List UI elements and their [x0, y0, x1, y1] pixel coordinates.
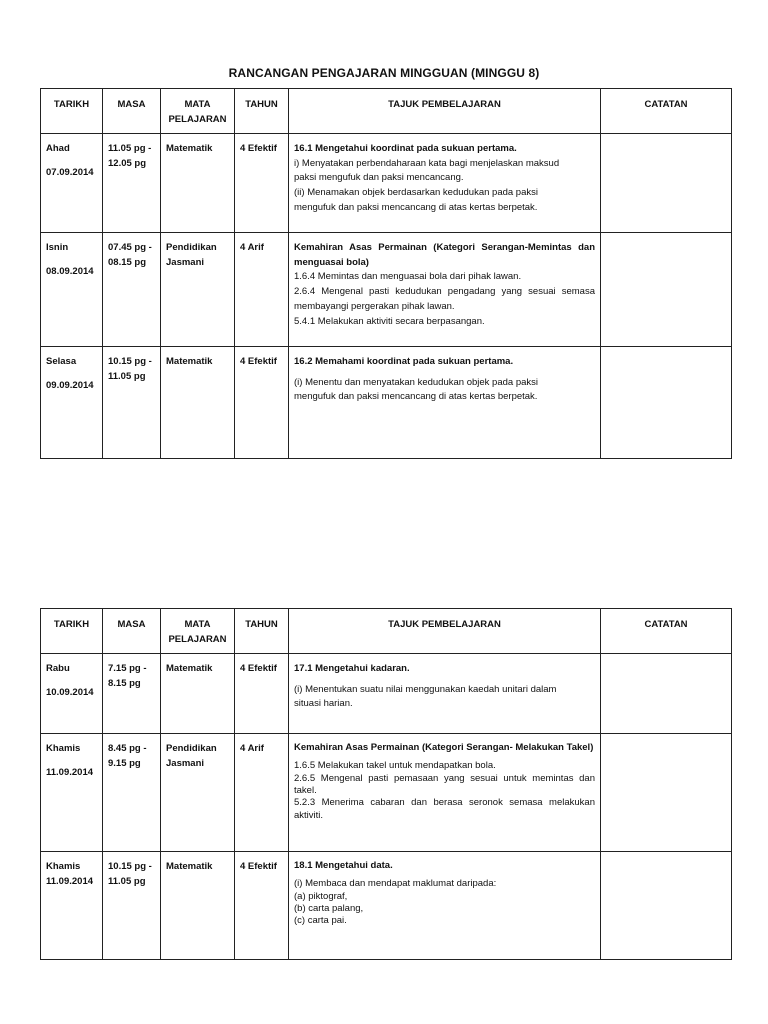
cell-tarikh	[41, 347, 103, 459]
date-label: 10.09.2014	[46, 686, 94, 698]
header-catatan: CATATAN	[601, 609, 732, 654]
lesson-plan-table-1	[40, 88, 732, 459]
topic-line: i) Menyatakan perbendaharaan kata bagi menjelaskan maksud	[294, 157, 560, 169]
cell-tajuk	[289, 852, 601, 960]
cell-subject: Matematik	[161, 852, 235, 960]
header-tajuk: TAJUK PEMBELAJARAN	[289, 609, 601, 654]
cell-tajuk	[289, 734, 601, 852]
page-title: RANCANGAN PENGAJARAN MINGGUAN (MINGGU 8)	[228, 66, 540, 80]
table-row	[41, 654, 732, 734]
header-mata-line1: MATA	[184, 619, 211, 630]
day-label: Rabu	[46, 663, 70, 674]
header-tarikh: TARIKH	[41, 609, 103, 654]
cell-subject: Matematik	[161, 654, 235, 734]
topic-line: (ii) Menamakan objek berdasarkan kedudukan pada paksi	[294, 187, 538, 199]
topic-line: (a) piktograf,	[294, 890, 348, 902]
topic-heading: 17.1 Mengetahui kadaran.	[294, 663, 410, 674]
cell-catatan	[601, 852, 732, 960]
cell-catatan	[601, 734, 732, 852]
topic-heading: 16.2 Memahami koordinat pada sukuan pertama.	[294, 356, 514, 367]
subject-line2: Jasmani	[166, 256, 205, 268]
topic-line: (b) carta palang,	[294, 903, 364, 915]
cell-masa	[103, 233, 161, 347]
header-tarikh: TARIKH	[41, 89, 103, 134]
date-label: 11.09.2014	[46, 766, 94, 778]
cell-masa	[103, 734, 161, 852]
time-start: 8.45 pg -	[108, 743, 147, 754]
header-catatan: CATATAN	[601, 89, 732, 134]
topic-line: 1.6.5 Melakukan takel untuk mendapatkan bola.	[294, 760, 496, 772]
topic-line: 2.6.5 Mengenal pasti pemasaan yang sesuai untuk memintas dan takel.	[294, 772, 595, 797]
header-tahun: TAHUN	[235, 89, 289, 134]
topic-line: 1.6.4 Memintas dan menguasai bola dari pihak lawan.	[294, 271, 522, 283]
time-end: 9.15 pg	[108, 757, 141, 769]
cell-tarikh	[41, 734, 103, 852]
time-end: 08.15 pg	[108, 256, 147, 268]
cell-tarikh	[41, 852, 103, 960]
topic-line: situasi harian.	[294, 698, 353, 710]
day-label: Ahad	[46, 143, 70, 154]
table-row	[41, 134, 732, 233]
topic-line: (i) Menentu dan menyatakan kedudukan objek pada paksi	[294, 376, 538, 388]
cell-tajuk	[289, 654, 601, 734]
time-end: 8.15 pg	[108, 677, 141, 689]
cell-tahun: 4 Efektif	[235, 134, 289, 233]
header-mata-line2: PELAJARAN	[168, 633, 227, 645]
topic-line: paksi mengufuk dan paksi mencancang.	[294, 172, 464, 184]
cell-catatan	[601, 233, 732, 347]
time-end: 11.05 pg	[108, 370, 146, 382]
header-mata-line1: MATA	[184, 99, 211, 110]
time-start: 11.05 pg -	[108, 143, 152, 154]
subject-line1: Pendidikan	[166, 743, 217, 754]
cell-tahun: 4 Efektif	[235, 347, 289, 459]
cell-masa	[103, 134, 161, 233]
cell-tahun: 4 Arif	[235, 233, 289, 347]
topic-heading: Kemahiran Asas Permainan (Kategori Serangan-Memintas dan menguasai bola)	[294, 242, 595, 268]
topic-heading: 16.1 Mengetahui koordinat pada sukuan pertama.	[294, 143, 517, 154]
header-tahun: TAHUN	[235, 609, 289, 654]
lesson-plan-table-2	[40, 608, 732, 960]
cell-subject: Matematik	[161, 347, 235, 459]
cell-catatan	[601, 347, 732, 459]
cell-tahun: 4 Arif	[235, 734, 289, 852]
topic-line: (i) Membaca dan mendapat maklumat daripada:	[294, 878, 497, 890]
time-start: 10.15 pg -	[108, 356, 152, 367]
cell-subject: Matematik	[161, 134, 235, 233]
cell-catatan	[601, 654, 732, 734]
date-label: 09.09.2014	[46, 379, 94, 391]
topic-line: mengufuk dan paksi mencancang di atas kertas berpetak.	[294, 391, 538, 403]
day-label: Isnin	[46, 242, 69, 253]
time-start: 07.45 pg -	[108, 242, 152, 253]
date-label: 11.09.2014	[46, 875, 94, 887]
header-mata-pelajaran	[161, 609, 235, 654]
cell-tarikh	[41, 654, 103, 734]
table-row	[41, 734, 732, 852]
table-header-row	[41, 609, 732, 654]
cell-tajuk	[289, 347, 601, 459]
day-label: Khamis	[46, 861, 81, 872]
table-row	[41, 852, 732, 960]
topic-line: (i) Menentukan suatu nilai menggunakan kaedah unitari dalam	[294, 683, 557, 695]
topic-line: (c) carta pai.	[294, 915, 347, 927]
cell-subject	[161, 233, 235, 347]
time-start: 7.15 pg -	[108, 663, 147, 674]
subject-line1: Pendidikan	[166, 242, 217, 253]
cell-masa	[103, 654, 161, 734]
topic-heading: 18.1 Mengetahui data.	[294, 860, 393, 871]
topic-line: 5.2.3 Menerima cabaran dan berasa seronok semasa melakukan aktiviti.	[294, 797, 595, 821]
table-row	[41, 233, 732, 347]
table-header-row	[41, 89, 732, 134]
cell-masa	[103, 347, 161, 459]
topic-heading: Kemahiran Asas Permainan (Kategori Serangan- Melakukan Takel)	[294, 742, 594, 753]
day-label: Khamis	[46, 743, 81, 754]
cell-tarikh	[41, 134, 103, 233]
subject-line2: Jasmani	[166, 757, 205, 769]
time-end: 12.05 pg	[108, 157, 147, 169]
cell-catatan	[601, 134, 732, 233]
header-masa: MASA	[103, 609, 161, 654]
time-start: 10.15 pg -	[108, 861, 152, 872]
cell-tahun: 4 Efektif	[235, 852, 289, 960]
table-row	[41, 347, 732, 459]
cell-tajuk	[289, 134, 601, 233]
cell-tajuk	[289, 233, 601, 347]
date-label: 07.09.2014	[46, 166, 94, 178]
cell-tahun: 4 Efektif	[235, 654, 289, 734]
topic-line: mengufuk dan paksi mencancang di atas kertas berpetak.	[294, 201, 538, 213]
cell-masa	[103, 852, 161, 960]
header-mata-pelajaran	[161, 89, 235, 134]
cell-subject	[161, 734, 235, 852]
topic-line: 5.4.1 Melakukan aktiviti secara berpasangan.	[294, 315, 485, 327]
header-masa: MASA	[103, 89, 161, 134]
time-end: 11.05 pg	[108, 875, 146, 887]
topic-line: 2.6.4 Mengenal pasti kedudukan pengadang yang sesuai semasa membayangi pergerakan pihak lawan.	[294, 286, 595, 312]
day-label: Selasa	[46, 356, 77, 367]
date-label: 08.09.2014	[46, 265, 94, 277]
header-tajuk: TAJUK PEMBELAJARAN	[289, 89, 601, 134]
cell-tarikh	[41, 233, 103, 347]
header-mata-line2: PELAJARAN	[168, 113, 227, 125]
